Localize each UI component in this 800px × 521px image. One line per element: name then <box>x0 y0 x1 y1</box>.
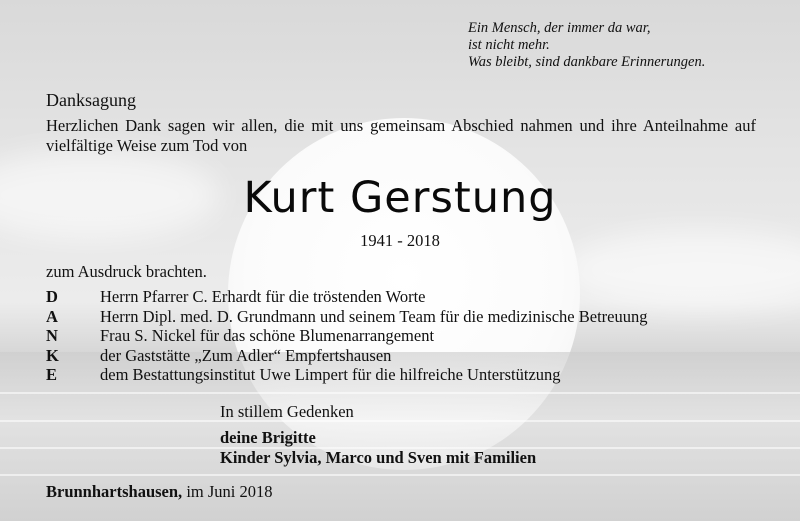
thanks-list <box>46 287 647 385</box>
quote-line: ist nicht mehr. <box>468 37 550 53</box>
thanks-text: Herrn Dipl. med. D. Grundmann und seinem Team für die medizinische Betreuung <box>100 306 648 326</box>
list-item <box>46 307 647 327</box>
quote-line: Ein Mensch, der immer da war, <box>468 20 651 36</box>
thanks-text: Herrn Pfarrer C. Erhardt für die tröstenden Worte <box>100 287 426 306</box>
thanks-text: der Gaststätte „Zum Adler“ Empfertshausen <box>100 345 392 365</box>
memorial-quote <box>468 20 705 71</box>
thanks-text: dem Bestattungsinstitut Uwe Limpert für die hilfreiche Unterstützung <box>100 365 561 384</box>
thanks-letter: D <box>46 287 58 306</box>
life-dates: 1941 - 2018 <box>360 231 440 250</box>
thanks-letter: A <box>46 306 58 326</box>
signer-line: Kinder Sylvia, Marco und Sven mit Familien <box>220 448 537 467</box>
background-wave <box>0 420 800 422</box>
page-title: Danksagung <box>46 90 136 110</box>
quote-line: Was bleibt, sind dankbare Erinnerungen. <box>468 54 706 70</box>
signers <box>220 428 536 468</box>
memory-line: In stillem Gedenken <box>220 402 354 421</box>
list-item <box>46 287 647 307</box>
thanks-letter: E <box>46 365 58 384</box>
list-item <box>46 326 647 346</box>
thanks-letter: N <box>46 326 58 345</box>
place-date <box>46 482 273 502</box>
background-wave <box>0 474 800 476</box>
deceased-name: Kurt Gerstung <box>243 173 557 223</box>
thanks-letter: K <box>46 345 59 365</box>
place-date-text: im Juni 2018 <box>186 482 273 501</box>
thanks-text: Frau S. Nickel für das schöne Blumenarrangement <box>100 326 435 345</box>
expression-text: zum Ausdruck brachten. <box>46 262 207 281</box>
place-town: Brunnhartshausen, <box>46 482 183 501</box>
signer-line: deine Brigitte <box>220 428 316 447</box>
list-item <box>46 346 647 366</box>
list-item <box>46 365 647 385</box>
background-wave <box>0 392 800 394</box>
intro-text: Herzlichen Dank sagen wir allen, die mit uns gemeinsam Abschied nahmen und ihre Anteilnahme auf vielfältige Weise zum Tod von <box>46 116 756 155</box>
